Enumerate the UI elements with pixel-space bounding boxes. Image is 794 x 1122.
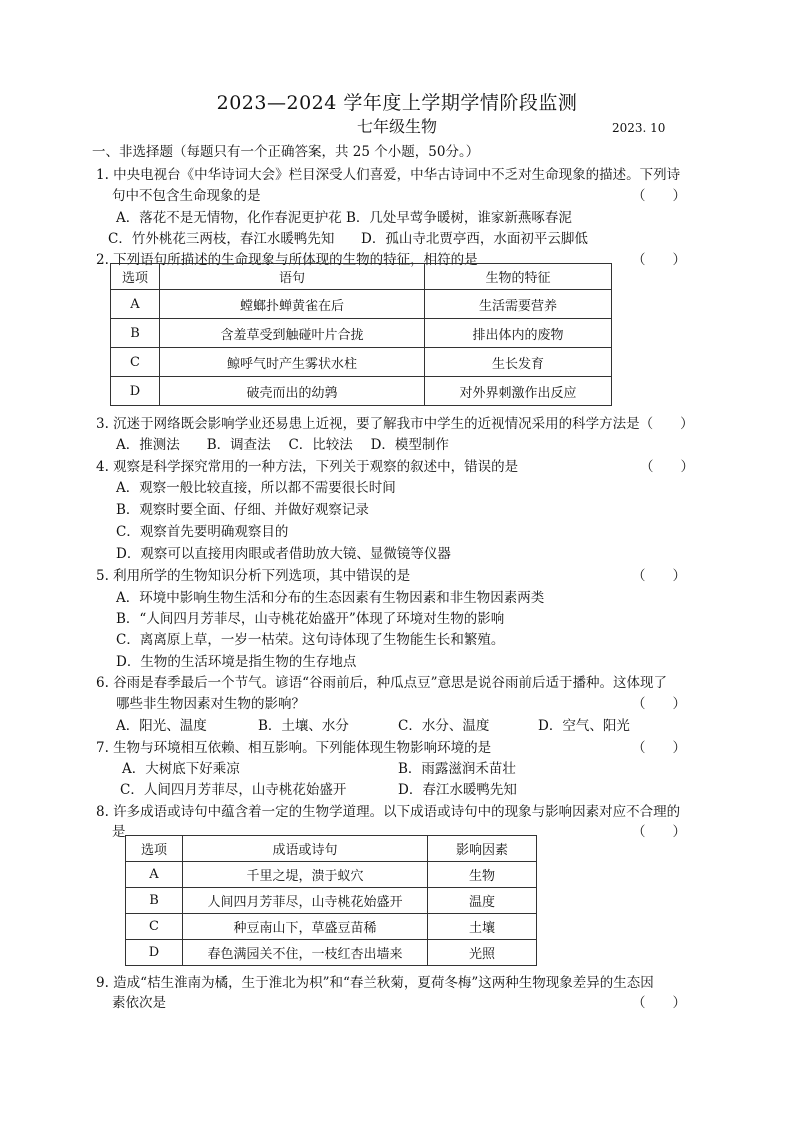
q2-row-c-option: C xyxy=(111,348,160,377)
exam-subtitle: 七年级生物 xyxy=(356,117,437,136)
q5-stem: 5. 利用所学的生物知识分析下列选项，其中错误的是 xyxy=(96,568,411,584)
q1-option-b: B．几处早莺争暖树，谁家新燕啄春泥 xyxy=(346,210,572,226)
q1-answer-paren: （ ） xyxy=(632,188,686,204)
q7-answer-paren: （ ） xyxy=(632,740,686,756)
q8-row-b-phrase: 人间四月芳菲尽，山寺桃花始盛开 xyxy=(183,888,428,914)
q3-stem: 3. 沉迷于网络既会影响学业还易患上近视，要了解我市中学生的近视情况采用的科学方法是（ ） xyxy=(96,416,694,432)
q2-row-a-sentence: 螳螂扑蝉黄雀在后 xyxy=(160,290,425,319)
q4-option-d: D．观察可以直接用肉眼或者借助放大镜、显微镜等仪器 xyxy=(116,546,451,562)
q6-answer-paren: （ ） xyxy=(632,696,686,712)
q8-row-d-factor: 光照 xyxy=(428,940,537,966)
q8-header-factor: 影响因素 xyxy=(428,836,537,862)
q5-answer-paren: （ ） xyxy=(632,568,686,584)
q8-header-option: 选项 xyxy=(126,836,183,862)
q2-row-d-feature: 对外界刺激作出反应 xyxy=(425,377,612,406)
section-heading: 一、非选择题（每题只有一个正确答案，共 25 个小题，50分。） xyxy=(92,144,480,160)
q6-stem-line2: 哪些非生物因素对生物的影响？ xyxy=(116,696,305,712)
q8-row-a-option: A xyxy=(126,862,183,888)
q2-row-c-feature: 生长发育 xyxy=(425,348,612,377)
q1-stem-line1: 1. 中央电视台《中华诗词大会》栏目深受人们喜爱，中华古诗词中不乏对生命现象的描述。下列诗 xyxy=(96,167,681,183)
q5-option-d: D．生物的生活环境是指生物的生存地点 xyxy=(116,654,357,670)
q2-answer-paren: （ ） xyxy=(632,252,686,268)
q4-option-b: B．观察时要全面、仔细、并做好观察记录 xyxy=(116,502,369,518)
q7-option-b: B．雨露滋润禾苗壮 xyxy=(398,761,516,777)
q5-option-b: B．“人间四月芳菲尽，山寺桃花始盛开”体现了环境对生物的影响 xyxy=(116,611,505,627)
q2-header-feature: 生物的特征 xyxy=(425,264,612,290)
q8-table xyxy=(125,835,537,966)
q7-stem: 7. 生物与环境相互依赖、相互影响。下列能体现生物影响环境的是 xyxy=(96,740,492,756)
q8-row-b-option: B xyxy=(126,888,183,914)
q5-option-a: A．环境中影响生物生活和分布的生态因素有生物因素和非生物因素两类 xyxy=(116,590,545,606)
exam-date: 2023. 10 xyxy=(612,121,666,135)
q2-row-a-feature: 生活需要营养 xyxy=(425,290,612,319)
q8-answer-paren: （ ） xyxy=(632,824,686,840)
q2-stem: 2. 下列语句所描述的生命现象与所体现的生物的特征，相符的是 xyxy=(96,252,478,268)
q4-stem: 4. 观察是科学探究常用的一种方法，下列关于观察的叙述中，错误的是 xyxy=(96,459,519,475)
q6-option-b: B．土壤、水分 xyxy=(258,718,349,734)
q4-answer-paren: （ ） xyxy=(640,459,694,475)
q5-option-c: C．离离原上草，一岁一枯荣。这句诗体现了生物能生长和繁殖。 xyxy=(116,632,505,648)
q2-header-sentence: 语句 xyxy=(160,264,425,290)
q2-row-c-sentence: 鲸呼气时产生雾状水柱 xyxy=(160,348,425,377)
q2-row-b-sentence: 含羞草受到触碰叶片合拢 xyxy=(160,319,425,348)
q2-row-b-option: B xyxy=(111,319,160,348)
q2-table xyxy=(110,263,612,406)
q2-row-a-option: A xyxy=(111,290,160,319)
q1-option-d: D．孤山寺北贾亭西，水面初平云脚低 xyxy=(361,231,588,247)
q6-option-c: C．水分、温度 xyxy=(398,718,490,734)
q8-row-a-phrase: 千里之堤，溃于蚁穴 xyxy=(183,862,428,888)
q8-stem-line1: 8. 许多成语或诗句中蕴含着一定的生物学道理。以下成语或诗句中的现象与影响因素对应不合理的 xyxy=(96,804,681,820)
q7-option-c: C．人间四月芳菲尽，山寺桃花始盛开 xyxy=(120,782,347,798)
q2-header-option: 选项 xyxy=(111,264,160,290)
q8-row-a-factor: 生物 xyxy=(428,862,537,888)
q8-row-d-option: D xyxy=(126,940,183,966)
q4-option-a: A．观察一般比较直接，所以都不需要很长时间 xyxy=(116,480,396,496)
q4-option-c: C．观察首先要明确观察目的 xyxy=(116,524,289,540)
q1-option-a: A．落花不是无情物，化作春泥更护花 xyxy=(116,210,342,226)
q8-row-c-factor: 土壤 xyxy=(428,914,537,940)
q8-row-c-option: C xyxy=(126,914,183,940)
q9-answer-paren: （ ） xyxy=(632,995,686,1011)
q2-row-d-option: D xyxy=(111,377,160,406)
q8-row-d-phrase: 春色满园关不住，一枝红杏出墙来 xyxy=(183,940,428,966)
q2-row-d-sentence: 破壳而出的幼鹑 xyxy=(160,377,425,406)
q6-option-a: A．阳光、温度 xyxy=(116,718,207,734)
q8-stem-line2: 是 xyxy=(112,824,126,840)
q7-option-a: A．大树底下好乘凉 xyxy=(122,761,240,777)
q2-row-b-feature: 排出体内的废物 xyxy=(425,319,612,348)
q8-row-b-factor: 温度 xyxy=(428,888,537,914)
q3-options: A．推测法 B．调查法 C．比较法 D．模型制作 xyxy=(116,437,449,453)
q9-stem-line2: 素依次是 xyxy=(112,995,166,1011)
exam-title: 2023—2024 学年度上学期学情阶段监测 xyxy=(216,92,578,114)
q9-stem-line1: 9. 造成“桔生淮南为橘，生于淮北为枳”和“春兰秋菊，夏荷冬梅”这两种生物现象差异的生态因 xyxy=(96,975,654,991)
q1-stem-line2: 句中不包含生命现象的是 xyxy=(112,188,261,204)
q1-option-c: C．竹外桃花三两枝，春江水暖鸭先知 xyxy=(108,231,335,247)
q7-option-d: D．春江水暖鸭先知 xyxy=(398,782,517,798)
q8-header-phrase: 成语或诗句 xyxy=(183,836,428,862)
q6-option-d: D．空气、阳光 xyxy=(538,718,630,734)
q6-stem-line1: 6. 谷雨是春季最后一个节气。谚语“谷雨前后，种瓜点豆”意思是说谷雨前后适于播种。这体现了 xyxy=(96,675,667,691)
q8-row-c-phrase: 种豆南山下，草盛豆苗稀 xyxy=(183,914,428,940)
